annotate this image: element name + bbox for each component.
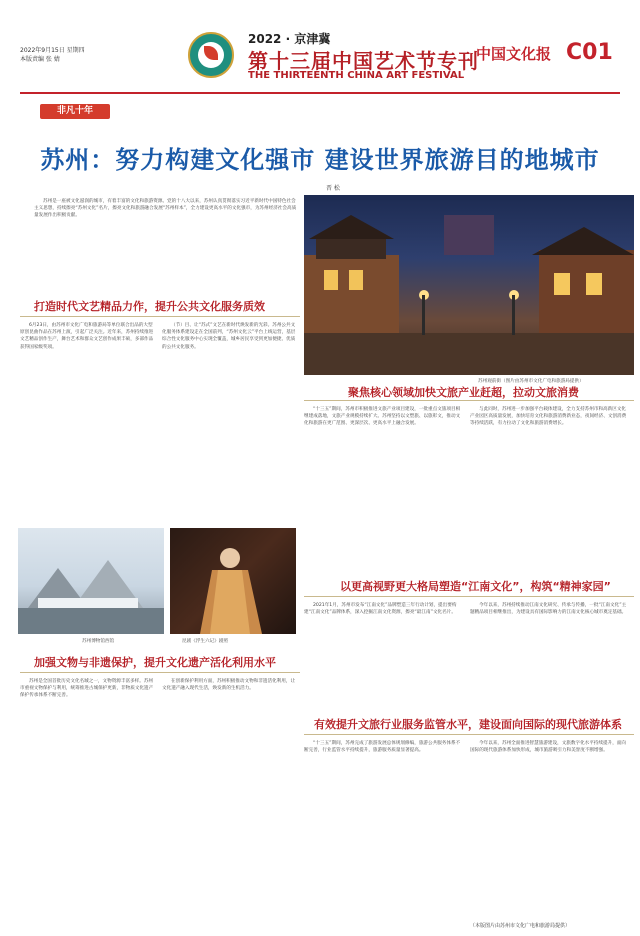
section-5-text-2: 今年以来，苏州全面推进智慧旅游建设，文旅数字化水平持续提升，面向国际的现代旅游体系加快形成，城市旅游吸引力和美誉度不断增强。 <box>470 741 627 754</box>
section-2-column-1 <box>304 406 464 566</box>
section-5-column-2 <box>470 740 630 915</box>
caption-pavilion: 苏州博物馆西馆 <box>82 639 115 644</box>
section-rule-5 <box>304 734 634 735</box>
section-2-text-1: “十三五”期间，苏州市积极推进文旅产业项目建设，一批重点文旅项目相继建成落地，文旅产业规模持续扩大。苏州坚持以文塑旅、以旅彰文，推动文化和旅游在更广范围、更深层次、更高水平上融合发展。 <box>304 407 461 427</box>
section-4-column-1 <box>20 678 154 918</box>
festival-title: 第十三届中国艺术节专刊 <box>248 49 479 73</box>
date-block <box>20 46 85 64</box>
section-1-text-2: （节）目、让“苏式”文艺在新时代焕发新的光彩。苏州公共文化服务体系建设走在全国前列，“苏州文化云”平台上线运营，基层综合性文化服务中心实现全覆盖，城乡居民享受到更加便捷、优质的公共文化服务。 <box>162 323 296 350</box>
museum-building-scene <box>18 528 164 634</box>
section-4-text-1: 苏州是全国首批历史文化名城之一，文物资源丰富多样。苏州市重视文物保护与利用，统筹推进古城保护更新，非物质文化遗产保护传承体系不断完善。 <box>20 679 154 699</box>
festival-year: 2022 · 京津冀 <box>248 32 331 46</box>
section-1-column-1 <box>20 322 154 522</box>
section-heading-2: 聚焦核心领域加快文旅产业赶超，拉动文旅消费 <box>348 386 579 399</box>
section-rule-2 <box>304 400 634 401</box>
main-headline: 苏州：努力构建文化强市 建设世界旅游目的地城市 <box>40 146 600 174</box>
section-1-column-2 <box>162 322 298 522</box>
section-5-column-1 <box>304 740 464 915</box>
section-3-text-1: 2021年1月，苏州市发布“江南文化”品牌塑造三年行动计划，提出要构建“江南文化”品牌体系，深入挖掘江南文化资源，擦亮“最江南”文化名片。 <box>304 603 457 616</box>
section-2-text-2: 与此同时，苏州进一步加强平台载体建设，全力支持苏州市和高新区文化产业园区高质量发展，加快培育文化和旅游消费新业态，夜间经济、文创消费等持续活跃，有力拉动了文化和旅游消费增长。 <box>470 407 627 427</box>
section-3-text-2: 今年以来，苏州持续推动江南文化研究、传承与传播，一批“江南文化”主题精品项目相继推出，为建设具有国际影响力的江南文化核心城市奠定基础。 <box>470 603 627 616</box>
byline: 晋 松 <box>326 185 340 192</box>
section-heading-1: 打造时代文艺精品力作，提升公共文化服务质效 <box>34 300 265 313</box>
photo-credit-note: （本版图片由苏州市文化广电和旅游局提供） <box>470 923 571 929</box>
masthead <box>0 0 640 92</box>
section-5-text-1: “十三五”期间，苏州完成了旅游发展总体规划修编，旅游公共服务体系不断完善，行业监管水平持续提升，旅游服务质量显著提高。 <box>304 741 461 754</box>
newspaper-name: 中国文化报 <box>476 45 552 63</box>
night-street-scene <box>304 195 634 375</box>
section-heading-4: 加强文物与非遗保护，提升文化遗产活化利用水平 <box>34 656 276 669</box>
section-2-column-2 <box>470 406 630 566</box>
issue-date: 2022年9月15日 星期四 <box>20 47 85 54</box>
caption-city: 苏州观前街（图片由苏州市文化广电和旅游局提供） <box>478 379 584 384</box>
section-3-column-1 <box>304 602 464 712</box>
section-rule-4 <box>20 672 300 673</box>
section-rule-3 <box>304 596 634 597</box>
masthead-rule <box>20 92 620 94</box>
photo-kunqu-opera <box>170 528 296 634</box>
section-heading-5: 有效提升文旅行业服务监管水平，建设面向国际的现代旅游体系 <box>314 718 622 731</box>
lead-text: 苏州是一座被文化滋润的城市，有着丰富的文化和旅游资源。党的十八大以来，苏州认真贯彻落实习近平新时代中国特色社会主义思想，持续擦亮“苏州文化”名片，擦亮文化和旅游融合发展“苏州样本”，全力建设更高水平的文化强市，为苏州经济社会高质量发展作出积极贡献。 <box>34 199 297 219</box>
caption-opera: 昆剧《浮生六记》剧照 <box>182 639 228 644</box>
page-number: C01 <box>566 40 613 65</box>
section-4-text-2: 在创新保护利用方面，苏州积极推动文物和非遗活化利用，让文化遗产融入现代生活，焕发新的生机活力。 <box>162 679 296 692</box>
page-editor: 本版责编 张 婧 <box>20 56 60 63</box>
section-heading-3: 以更高视野更大格局塑造“江南文化”，构筑“精神家园” <box>340 580 611 593</box>
photo-guanqian-street <box>304 195 634 375</box>
festival-logo <box>188 32 234 78</box>
column-ribbon: 非凡十年 <box>40 104 110 119</box>
opera-performer-scene <box>170 528 296 634</box>
section-rule-1 <box>20 316 300 317</box>
section-1-text-1: 6月23日，由苏州市文化广电和旅游局等单位联合出品的大型原创昆曲作品在苏州上演，引起广泛关注。近年来，苏州持续推进文艺精品创作生产，舞台艺术和群众文艺创作成果丰硕，多部作品获得国家级奖项。 <box>20 323 154 350</box>
section-4-column-2 <box>162 678 298 918</box>
section-3-column-2 <box>470 602 630 712</box>
photo-suzhou-museum-west <box>18 528 164 634</box>
lead-paragraph <box>34 198 300 220</box>
festival-english-title: THE THIRTEENTH CHINA ART FESTIVAL <box>248 70 465 81</box>
